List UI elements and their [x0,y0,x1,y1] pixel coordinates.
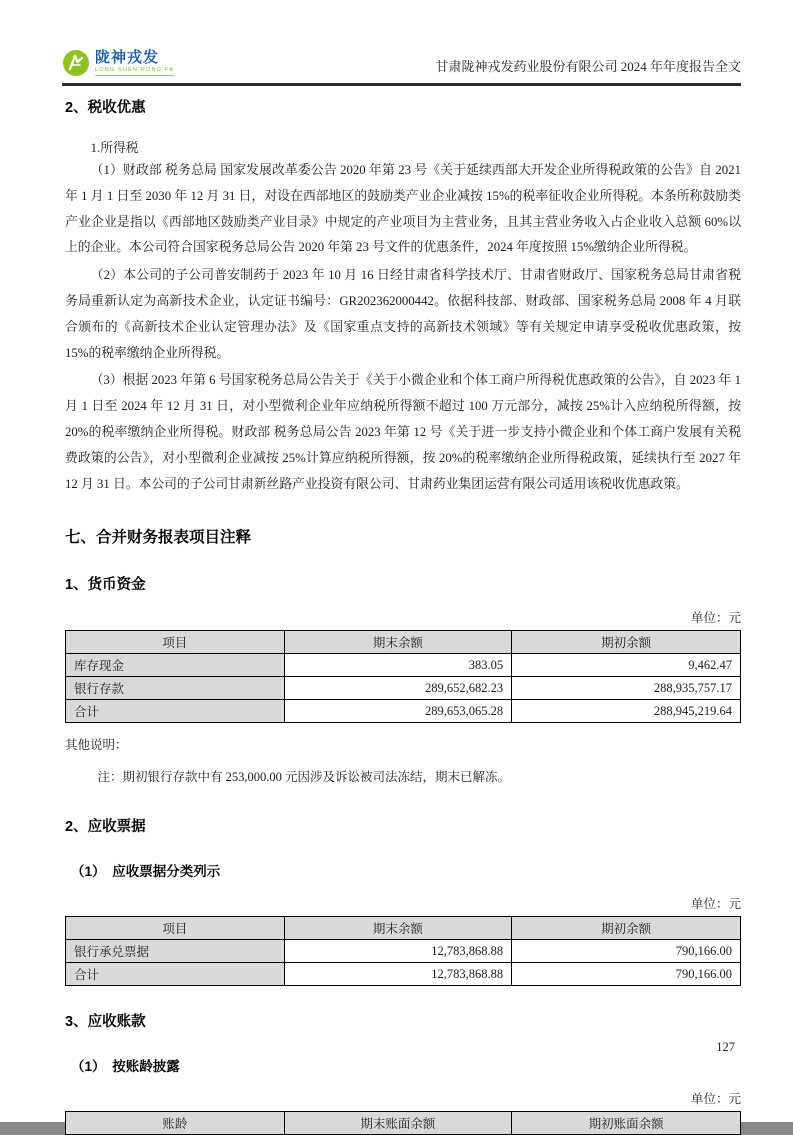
value-cell: 288,935,757.17 [512,677,741,700]
logo-text [95,50,174,76]
heading-accounts-receivable-aging: （1） 按账龄披露 [71,1059,180,1075]
accounts-receivable-aging-table [65,1111,741,1135]
income-tax-label: 1.所得税 [90,141,139,155]
column-header: 账龄 [66,1112,285,1135]
table-row [66,654,741,677]
column-header: 期初余额 [512,631,741,654]
table-row [66,700,741,723]
section-heading-tax-preference: 2、税收优惠 [65,100,146,116]
value-cell: 790,166.00 [512,963,741,986]
table-row [66,940,741,963]
value-cell: 289,653,065.28 [284,700,511,723]
notes-receivable-table [65,916,741,986]
unit-label: 单位：元 [690,611,741,626]
row-label-cell: 库存现金 [66,654,285,677]
value-cell: 9,462.47 [512,654,741,677]
company-logo [62,49,174,77]
value-cell: 289,652,682.23 [284,677,511,700]
row-label-cell: 合计 [66,700,285,723]
table-row [66,963,741,986]
logo-company-name-en: LONG SHEN RONG FA [95,68,174,76]
value-cell: 790,166.00 [512,940,741,963]
unit-label: 单位：元 [690,1092,741,1107]
page-content [65,96,741,1135]
column-header: 期末账面余额 [284,1112,511,1135]
heading-accounts-receivable: 3、应收账款 [65,1014,146,1031]
row-label-cell: 合计 [66,963,285,986]
table-header-row [66,917,741,940]
table-header-row [66,1112,741,1135]
value-cell: 12,783,868.88 [284,963,511,986]
value-cell: 12,783,868.88 [284,940,511,963]
value-cell: 383.05 [284,654,511,677]
monetary-funds-table [65,630,741,723]
table-row [66,677,741,700]
section-heading-consolidated-notes: 七、合并财务报表项目注释 [65,529,252,547]
heading-notes-receivable-classification: （1） 应收票据分类列示 [71,864,221,880]
column-header: 期末余额 [284,917,511,940]
row-label-cell: 银行存款 [66,677,285,700]
row-label-cell: 银行承兑票据 [66,940,285,963]
tax-paragraph-2: （2）本公司的子公司普安制药于 2023 年 10 月 16 日经甘肃省科学技术厅、甘肃省财政厅、国家税务总局甘肃省税务局重新认定为高新技术企业，认定证书编号：GR202362000442。依据科技部、财政部、国家税务总局 2008 年 4 月联合颁布的《高新技术企业认定管理办法》及《国家重点支持的高新技术领域》等有关规定申请享受税收优惠政策，按 15%的税率缴纳企业所得税。 [65,268,741,360]
column-header: 期末余额 [284,631,511,654]
unit-label: 单位：元 [690,897,741,912]
tax-paragraph-1: （1）财政部 税务总局 国家发展改革委公告 2020 年第 23 号《关于延续西部大开发企业所得税政策的公告》自 2021 年 1 月 1 日至 2030 年 12 月 31 日，对设在西部地区的鼓励类产业企业减按 15%的税率征收企业所得税。本条所称鼓励类产业企业是指以《西部地区鼓励类产业目录》中规定的产业项目为主营业务，且其主营业务收入占企业收入总额 60%以上的企业。本公司符合国家税务总局公告 2020 年第 23 号文件的优惠条件，2024 年度按照 15%缴纳企业所得税。 [65,163,741,255]
heading-monetary-funds: 1、货币资金 [65,577,146,594]
table-header-row [66,631,741,654]
other-notes-label: 其他说明： [65,738,128,753]
value-cell: 288,945,219.64 [512,700,741,723]
logo-icon [62,49,90,77]
frozen-deposit-note: 注：期初银行存款中有 253,000.00 元因涉及诉讼被司法冻结，期末已解冻。 [97,770,511,785]
page-header [62,44,741,86]
column-header: 项目 [66,917,285,940]
tax-paragraph-3: （3）根据 2023 年第 6 号国家税务总局公告关于《关于小微企业和个体工商户所得税优惠政策的公告》，自 2023 年 1 月 1 日至 2024 年 12 月 31 日，对小型微利企业年应纳税所得额不超过 100 万元部分，减按 25%计入应纳税所得额，按 20%的税率缴纳企业所得税。财政部 税务总局公告 2023 年第 12 号《关于进一步支持小微企业和个体工商户发展有关税费政策的公告》，对小型微利企业减按 25%计算应纳税所得额，按 20%的税率缴纳企业所得税政策，延续执行至 2027 年 12 月 31 日。本公司的子公司甘肃新丝路产业投资有限公司、甘肃药业集团运营有限公司适用该税收优惠政策。 [65,373,741,491]
column-header: 期初账面余额 [512,1112,741,1135]
logo-company-name: 陇神戎发 [95,49,160,67]
column-header: 期初余额 [512,917,741,940]
heading-notes-receivable: 2、应收票据 [65,819,146,836]
column-header: 项目 [66,631,285,654]
page-number: 127 [716,1040,735,1054]
report-title: 甘肃陇神戎发药业股份有限公司 2024 年年度报告全文 [435,59,741,74]
